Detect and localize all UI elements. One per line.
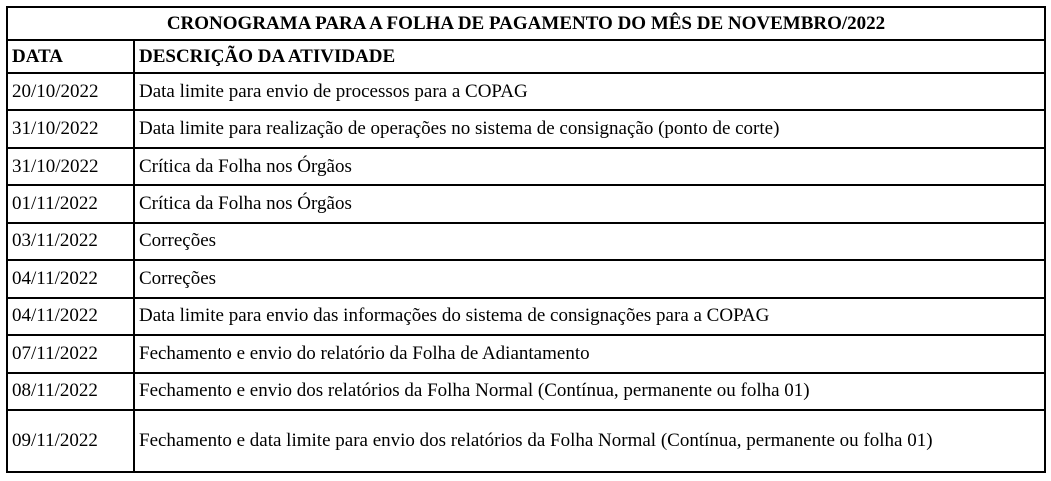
title-row [7,7,1045,40]
row-date: 31/10/2022 [7,110,134,147]
row-date: 31/10/2022 [7,148,134,185]
column-header-description: DESCRIÇÃO DA ATIVIDADE [134,40,1045,73]
row-date: 01/11/2022 [7,185,134,222]
column-header-date: DATA [7,40,134,73]
table-row [7,373,1045,410]
table-row [7,260,1045,297]
row-date: 08/11/2022 [7,373,134,410]
row-date: 07/11/2022 [7,335,134,372]
row-date: 04/11/2022 [7,298,134,335]
row-date: 09/11/2022 [7,410,134,472]
row-date: 20/10/2022 [7,73,134,110]
row-date: 03/11/2022 [7,223,134,260]
row-description: Fechamento e data limite para envio dos relatórios da Folha Normal (Contínua, permanente ou folha 01) [134,410,1045,472]
table-row [7,110,1045,147]
row-description: Correções [134,260,1045,297]
table-row [7,73,1045,110]
row-description: Crítica da Folha nos Órgãos [134,148,1045,185]
table-row [7,223,1045,260]
table-title: CRONOGRAMA PARA A FOLHA DE PAGAMENTO DO MÊS DE NOVEMBRO/2022 [7,7,1045,40]
row-description: Fechamento e envio do relatório da Folha de Adiantamento [134,335,1045,372]
row-description: Crítica da Folha nos Órgãos [134,185,1045,222]
row-description: Fechamento e envio dos relatórios da Folha Normal (Contínua, permanente ou folha 01) [134,373,1045,410]
row-description: Data limite para envio de processos para a COPAG [134,73,1045,110]
row-date: 04/11/2022 [7,260,134,297]
table-row [7,148,1045,185]
table-row [7,298,1045,335]
table-row [7,185,1045,222]
table-row [7,335,1045,372]
table-row [7,410,1045,472]
row-description: Data limite para realização de operações no sistema de consignação (ponto de corte) [134,110,1045,147]
header-row [7,40,1045,73]
row-description: Data limite para envio das informações do sistema de consignações para a COPAG [134,298,1045,335]
row-description: Correções [134,223,1045,260]
payroll-schedule-table [6,6,1046,473]
